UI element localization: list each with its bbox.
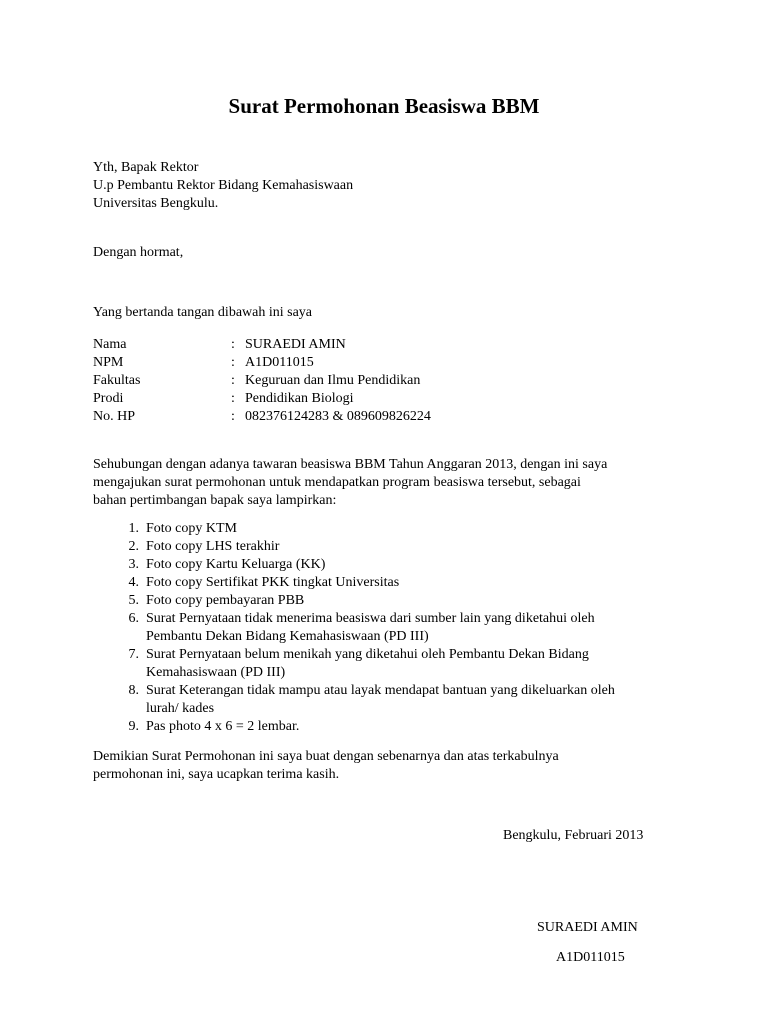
- list-number: 8.: [128, 683, 139, 698]
- identity-separator: :: [231, 337, 235, 352]
- address-line: Yth, Bapak Rektor: [93, 160, 199, 175]
- list-number: 6.: [128, 611, 139, 626]
- identity-separator: :: [231, 355, 235, 370]
- list-number: 2.: [128, 539, 139, 554]
- attachment-list: [93, 520, 615, 736]
- paragraph-line: mengajukan surat permohonan untuk mendapatkan program beasiswa tersebut, sebagai: [93, 475, 581, 490]
- intro-line: Yang bertanda tangan dibawah ini saya: [93, 305, 313, 320]
- identity-value: A1D011015: [245, 355, 314, 370]
- identity-separator: :: [231, 373, 235, 388]
- list-number: 1.: [128, 521, 139, 536]
- identity-separator: :: [231, 409, 235, 424]
- list-item: [93, 538, 615, 556]
- identity-label: No. HP: [93, 409, 136, 424]
- list-item: [93, 520, 615, 538]
- identity-label: NPM: [93, 355, 124, 370]
- paragraph-line: Demikian Surat Permohonan ini saya buat dengan sebenarnya dan atas terkabulnya: [93, 749, 559, 764]
- list-text: Kemahasiswaan (PD III): [146, 665, 286, 680]
- list-text: Foto copy Sertifikat PKK tingkat Universitas: [146, 575, 400, 590]
- list-item: [93, 610, 615, 646]
- identity-value: SURAEDI AMIN: [245, 337, 346, 352]
- list-text: Foto copy Kartu Keluarga (KK): [146, 557, 326, 572]
- signature-npm: A1D011015: [556, 950, 625, 965]
- list-text: Foto copy KTM: [146, 521, 237, 536]
- list-text: Foto copy pembayaran PBB: [146, 593, 305, 608]
- list-item: [93, 718, 615, 736]
- identity-table: [93, 336, 431, 426]
- list-item: [93, 574, 615, 592]
- list-text: Pembantu Dekan Bidang Kemahasiswaan (PD III): [146, 629, 429, 644]
- identity-row: [93, 354, 431, 372]
- list-number: 7.: [128, 647, 139, 662]
- paragraph-line: bahan pertimbangan bapak saya lampirkan:: [93, 493, 337, 508]
- request-paragraph: [93, 456, 607, 510]
- list-item: [93, 646, 615, 682]
- identity-label: Nama: [93, 337, 127, 352]
- greeting: Dengan hormat,: [93, 245, 184, 260]
- list-item: [93, 592, 615, 610]
- identity-row: [93, 390, 431, 408]
- signature-name: SURAEDI AMIN: [537, 920, 638, 935]
- list-item: [93, 682, 615, 718]
- address-line: U.p Pembantu Rektor Bidang Kemahasiswaan: [93, 178, 354, 193]
- identity-label: Prodi: [93, 391, 124, 406]
- identity-value: 082376124283 & 089609826224: [245, 409, 431, 424]
- identity-separator: :: [231, 391, 235, 406]
- identity-value: Pendidikan Biologi: [245, 391, 354, 406]
- closing-paragraph: [93, 748, 559, 784]
- list-text: Surat Pernyataan belum menikah yang diketahui oleh Pembantu Dekan Bidang: [146, 647, 589, 662]
- address-line: Universitas Bengkulu.: [93, 196, 219, 211]
- identity-row: [93, 408, 431, 426]
- list-text: Surat Pernyataan tidak menerima beasiswa dari sumber lain yang diketahui oleh: [146, 611, 595, 626]
- place-date: Bengkulu, Februari 2013: [503, 828, 644, 843]
- list-number: 9.: [128, 719, 139, 734]
- list-text: lurah/ kades: [146, 701, 215, 716]
- list-number: 3.: [128, 557, 139, 572]
- list-text: Surat Keterangan tidak mampu atau layak mendapat bantuan yang dikeluarkan oleh: [146, 683, 615, 698]
- identity-row: [93, 336, 431, 354]
- paragraph-line: permohonan ini, saya ucapkan terima kasih.: [93, 767, 340, 782]
- recipient-address: [93, 159, 353, 213]
- identity-row: [93, 372, 431, 390]
- list-text: Foto copy LHS terakhir: [146, 539, 280, 554]
- paragraph-line: Sehubungan dengan adanya tawaran beasiswa BBM Tahun Anggaran 2013, dengan ini saya: [93, 457, 608, 472]
- list-number: 4.: [128, 575, 139, 590]
- list-item: [93, 556, 615, 574]
- document-title: Surat Permohonan Beasiswa BBM: [228, 94, 540, 118]
- list-text: Pas photo 4 x 6 = 2 lembar.: [146, 719, 300, 734]
- identity-label: Fakultas: [93, 373, 141, 388]
- list-number: 5.: [128, 593, 139, 608]
- identity-value: Keguruan dan Ilmu Pendidikan: [245, 373, 421, 388]
